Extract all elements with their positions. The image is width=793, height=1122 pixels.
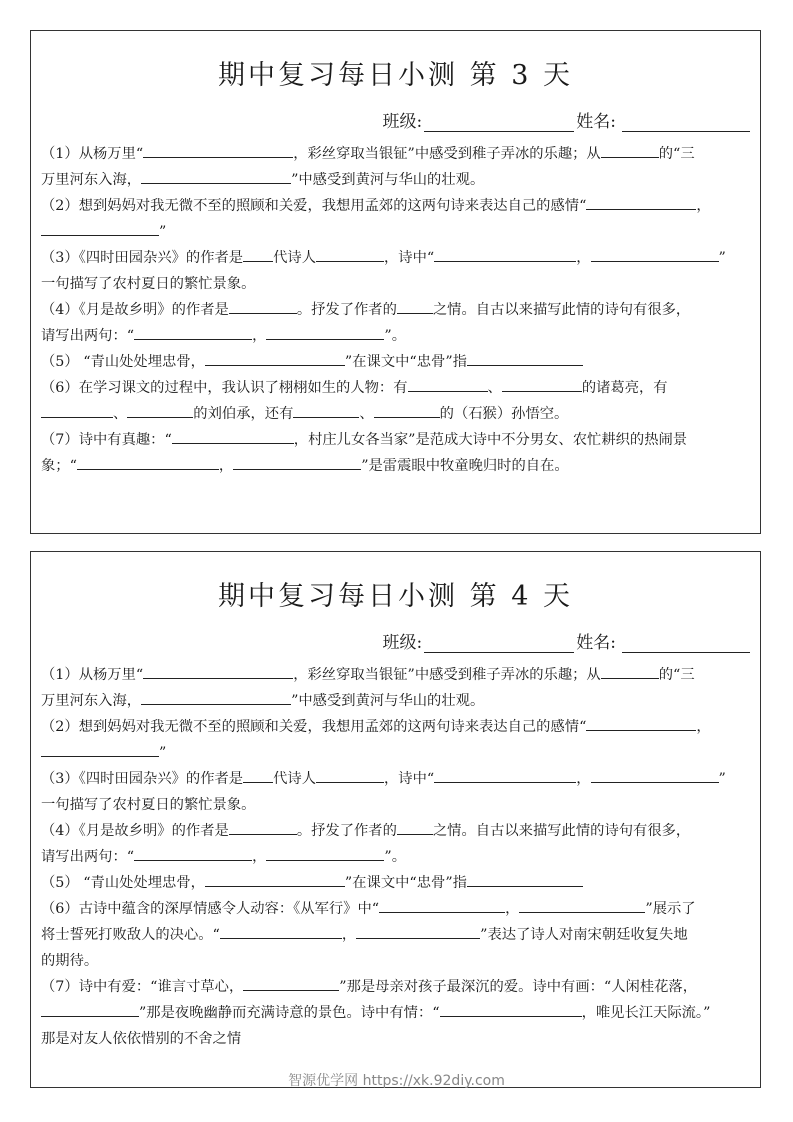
answer-blank[interactable] [229, 298, 297, 314]
question-1 [41, 141, 752, 193]
question-text: ”展示了 [645, 901, 696, 917]
question-text: ，彩丝穿取当银钲”中感受到稚子弄冰的乐趣；从 [293, 146, 601, 162]
answer-blank[interactable] [233, 454, 361, 470]
answer-blank[interactable] [519, 897, 645, 913]
questions [41, 141, 752, 479]
question-text: ”。 [384, 849, 406, 865]
question-text: 的诸葛亮，有 [581, 380, 668, 396]
answer-blank[interactable] [266, 324, 384, 340]
question-text: 的刘伯承，还有 [193, 406, 294, 422]
question-4 [41, 297, 752, 349]
question-text: （4）《月是故乡明》的作者是 [41, 823, 229, 839]
answer-blank[interactable] [434, 767, 576, 783]
question-text: （2）想到妈妈对我无微不至的照顾和关爱，我想用孟郊的这两句诗来表达自己的感情“ [41, 198, 587, 214]
question-text: ， [252, 849, 267, 865]
question-text: 一句描写了农村夏日的繁忙景象。 [41, 276, 256, 292]
question-5 [41, 870, 752, 896]
question-text: （5） “青山处处埋忠骨， [41, 354, 205, 370]
question-text: ” [718, 771, 726, 787]
answer-blank[interactable] [379, 897, 505, 913]
question-text: 、 [359, 406, 374, 422]
question-text: ，诗中“ [384, 250, 435, 266]
quiz-card-day-4 [30, 551, 761, 1088]
answer-blank[interactable] [243, 767, 273, 783]
question-text: ”在课文中“忠骨”指 [344, 354, 467, 370]
question-text: 一句描写了农村夏日的繁忙景象。 [41, 797, 256, 813]
question-text: 的（石猴）孙悟空。 [439, 406, 569, 422]
footer-watermark: 智源优学网 https://xk.92diy.com [288, 1073, 505, 1089]
question-text: 之情。自古以来描写此情的诗句有很多， [432, 302, 691, 318]
answer-blank[interactable] [266, 845, 384, 861]
answer-blank[interactable] [134, 324, 252, 340]
question-text: ， [576, 250, 591, 266]
question-text: （4）《月是故乡明》的作者是 [41, 302, 229, 318]
name-label: 姓名: [576, 633, 616, 653]
answer-blank[interactable] [316, 767, 384, 783]
question-text: ” [159, 745, 167, 761]
question-7 [41, 427, 752, 479]
answer-blank[interactable] [229, 819, 297, 835]
question-text: ” [159, 224, 167, 240]
question-text: （5） “青山处处埋忠骨， [41, 875, 205, 891]
question-text: 代诗人 [273, 250, 316, 266]
question-text: 。抒发了作者的 [296, 302, 397, 318]
question-text: 将士誓死打败敌人的决心。“ [41, 927, 220, 943]
question-text: 代诗人 [273, 771, 316, 787]
answer-blank[interactable] [293, 402, 359, 418]
answer-blank[interactable] [586, 715, 696, 731]
answer-blank[interactable] [205, 871, 345, 887]
answer-blank[interactable] [467, 871, 583, 887]
answer-blank[interactable] [143, 663, 293, 679]
answer-blank[interactable] [41, 220, 159, 236]
question-text: 的“三 [658, 146, 695, 162]
question-text: ”中感受到黄河与华山的壮观。 [291, 693, 485, 709]
quiz-title: 期中复习每日小测 第 4 天 [218, 581, 573, 612]
question-text: （7）诗中有真趣：“ [41, 432, 172, 448]
question-text: 万里河东入海， [41, 693, 142, 709]
name-blank[interactable] [622, 113, 750, 132]
answer-blank[interactable] [397, 819, 433, 835]
answer-blank[interactable] [77, 454, 219, 470]
questions [41, 662, 752, 1052]
answer-blank[interactable] [601, 663, 659, 679]
question-text: ”在课文中“忠骨”指 [344, 875, 467, 891]
question-3 [41, 766, 752, 818]
name-blank[interactable] [622, 634, 750, 653]
question-3 [41, 245, 752, 297]
question-text: 之情。自古以来描写此情的诗句有很多， [432, 823, 691, 839]
answer-blank[interactable] [408, 376, 488, 392]
answer-blank[interactable] [41, 402, 113, 418]
question-text: ，彩丝穿取当银钲”中感受到稚子弄冰的乐趣；从 [293, 667, 601, 683]
answer-blank[interactable] [205, 350, 345, 366]
question-text: ，唯见长江天际流。” [581, 1005, 711, 1021]
question-text: （3）《四时田园杂兴》的作者是 [41, 250, 244, 266]
class-blank[interactable] [424, 634, 574, 653]
class-blank[interactable] [424, 113, 574, 132]
answer-blank[interactable] [134, 845, 252, 861]
answer-blank[interactable] [41, 741, 159, 757]
answer-blank[interactable] [141, 168, 291, 184]
question-4 [41, 818, 752, 870]
answer-blank[interactable] [41, 1001, 139, 1017]
question-text: 、 [487, 380, 502, 396]
question-text: 的期待。 [41, 953, 99, 969]
class-label: 班级: [382, 112, 423, 132]
question-text: ， [576, 771, 591, 787]
question-1 [41, 662, 752, 714]
question-text: 象；“ [41, 458, 77, 474]
answer-blank[interactable] [243, 246, 273, 262]
answer-blank[interactable] [243, 975, 339, 991]
question-text: 的“三 [658, 667, 695, 683]
class-name-row [383, 107, 750, 132]
question-text: ， [218, 458, 234, 474]
question-text: （1）从杨万里“ [41, 667, 144, 683]
question-2 [41, 193, 752, 245]
answer-blank[interactable] [502, 376, 582, 392]
answer-blank[interactable] [356, 923, 480, 939]
answer-blank[interactable] [591, 767, 719, 783]
question-text: ， [505, 901, 520, 917]
name-label: 姓名: [576, 112, 616, 132]
question-text: 请写出两句：“ [41, 849, 135, 865]
answer-blank[interactable] [467, 350, 583, 366]
question-2 [41, 714, 752, 766]
question-text: ， [252, 328, 267, 344]
answer-blank[interactable] [397, 298, 433, 314]
question-text: 请写出两句：“ [41, 328, 135, 344]
answer-blank[interactable] [601, 142, 659, 158]
question-text: （2）想到妈妈对我无微不至的照顾和关爱，我想用孟郊的这两句诗来表达自己的感情“ [41, 719, 587, 735]
question-5 [41, 349, 752, 375]
question-text: （6）在学习课文的过程中，我认识了栩栩如生的人物：有 [41, 380, 408, 396]
question-text: 。抒发了作者的 [296, 823, 397, 839]
question-text: （1）从杨万里“ [41, 146, 144, 162]
class-name-row [383, 628, 750, 653]
question-text: ， [341, 927, 357, 943]
question-text: （3）《四时田园杂兴》的作者是 [41, 771, 244, 787]
question-text: （7）诗中有爱：“谁言寸草心， [41, 979, 244, 995]
answer-blank[interactable] [141, 689, 291, 705]
answer-blank[interactable] [220, 923, 342, 939]
question-text: ”表达了诗人对南宋朝廷收复失地 [480, 927, 688, 943]
answer-blank[interactable] [434, 246, 576, 262]
question-7 [41, 974, 752, 1052]
question-text: ，诗中“ [384, 771, 435, 787]
answer-blank[interactable] [374, 402, 440, 418]
question-text: ”。 [384, 328, 406, 344]
quiz-card-day-3 [30, 30, 761, 534]
question-6 [41, 375, 752, 427]
question-text: 那是对友人依依惜别的不舍之情 [41, 1031, 242, 1047]
answer-blank[interactable] [143, 142, 293, 158]
class-label: 班级: [382, 633, 423, 653]
answer-blank[interactable] [586, 194, 696, 210]
answer-blank[interactable] [127, 402, 193, 418]
question-text: ， [696, 719, 711, 735]
question-text: （6）古诗中蕴含的深厚情感令人动容：《从军行》中“ [41, 901, 380, 917]
question-text: ” [718, 250, 726, 266]
answer-blank[interactable] [316, 246, 384, 262]
question-text: 万里河东入海， [41, 172, 142, 188]
answer-blank[interactable] [172, 428, 294, 444]
question-6 [41, 896, 752, 974]
question-text: ， [696, 198, 711, 214]
question-text: ”中感受到黄河与华山的壮观。 [291, 172, 485, 188]
question-text: 、 [113, 406, 128, 422]
answer-blank[interactable] [440, 1001, 582, 1017]
question-text: ”那是夜晚幽静而充满诗意的景色。诗中有情：“ [139, 1005, 440, 1021]
question-text: ”那是母亲对孩子最深沉的爱。诗中有画：“人闲桂花落， [339, 979, 698, 995]
quiz-title: 期中复习每日小测 第 3 天 [218, 60, 573, 91]
question-text: ”是雷震眼中牧童晚归时的自在。 [361, 458, 569, 474]
answer-blank[interactable] [591, 246, 719, 262]
question-text: ，村庄儿女各当家”是范成大诗中不分男女、农忙耕织的热闹景 [293, 432, 688, 448]
